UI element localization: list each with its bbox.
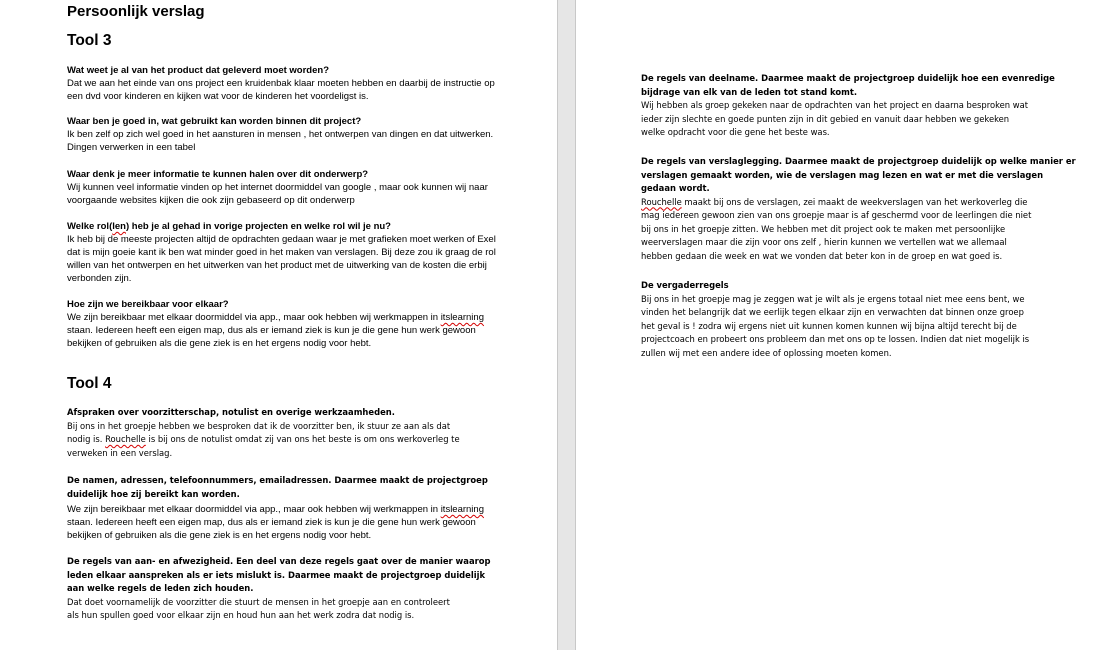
question-title: Wat weet je al van het product dat geleverd moet worden? — [67, 65, 330, 76]
answer-line: staan. Iedereen heeft een eigen map, dus als er iemand ziek is kun je die gene hun werk gewoon — [67, 325, 476, 336]
section-title: De regels van deelname. Daarmee maakt de projectgroep duidelijk hoe een evenredige — [641, 73, 1055, 83]
section-title: De regels van aan- en afwezigheid. Een deel van deze regels gaat over de manier waarop — [67, 556, 491, 566]
answer-line: willen van het ontwerpen en het uitwerken van het product met de uitwerking van de kosten die erbij — [67, 260, 487, 271]
body-line: We zijn bereikbaar met elkaar doormiddel via app., maar ook hebben wij werkmappen in itslearning — [67, 504, 484, 515]
answer-line: dat is mijn goeie kant ik ben wat minder goed in het maken van verslagen. Bij deze zou ik graag de rol — [67, 247, 496, 258]
body-line: Wij hebben als groep gekeken naar de opdrachten van het project en daarna besproken wat — [641, 100, 1029, 110]
document-page-right — [575, 0, 1104, 650]
answer-line: Ik ben zelf op zich wel goed in het aansturen in mensen , het ontwerpen van dingen en dat uitwerken. — [67, 129, 494, 140]
tool3-question-3 — [67, 168, 488, 207]
answer-line: Ik heb bij de meeste projecten altijd de opdrachten gedaan waar je met grafieken moet werken of Exel — [67, 234, 496, 245]
spellcheck-word[interactable]: Rouchelle — [105, 434, 146, 444]
body-line: staan. Iedereen heeft een eigen map, dus als er iemand ziek is kun je die gene hun werk gewoon — [67, 517, 476, 528]
body-line: ieder zijn slechte en goede punten zijn in dit gebied en vanuit daar hebben we gekeken — [641, 113, 1010, 124]
section-title: gedaan wordt. — [641, 183, 710, 193]
tool3-question-1 — [67, 64, 495, 103]
tool3-question-4 — [67, 220, 496, 285]
question-title: Waar denk je meer informatie te kunnen halen over dit onderwerp? — [67, 169, 369, 180]
section-title: verslagen gemaakt worden, wie de verslagen mag lezen en wat er met die verslagen — [641, 169, 1044, 180]
answer-line: We zijn bereikbaar met elkaar doormiddel via app., maar ook hebben wij werkmappen in itslearning — [67, 312, 484, 323]
body-line: Bij ons in het groepje mag je zeggen wat je wilt als je ergens totaal niet mee eens bent, we — [641, 293, 1025, 304]
tool3-question-5 — [67, 298, 484, 350]
question-title: Hoe zijn we bereikbaar voor elkaar? — [67, 299, 229, 310]
section-title: De vergaderregels — [641, 280, 729, 290]
body-line: nodig is. Rouchelle is bij ons de notulist omdat zij van ons het beste is om ons werkoverleg te — [67, 434, 460, 444]
section-title: bijdrage van elk van de leden tot stand komt. — [641, 86, 858, 97]
section-title: De regels van verslaglegging. Daarmee maakt de projectgroep duidelijk op welke manier er — [641, 156, 1076, 166]
body-line: weerverslagen maar die zijn voor ons zelf , hierin kunnen we vertellen wat we allemaal — [641, 237, 1007, 247]
body-line: bij ons in het groepje zitten. We hebben met dit project ook te maken met persoonlijke — [641, 223, 1006, 234]
right-section-1 — [641, 72, 1055, 140]
body-line: hebben gedaan die week en wat we vonden dat beter kon in de groep en wat goed is. — [641, 250, 1003, 261]
answer-line: verbonden zijn. — [67, 273, 132, 284]
body-line: het geval is ! zodra wij ergens niet uit kunnen komen kunnen wij bijna altijd terecht bij de — [641, 320, 1017, 331]
right-section-3 — [641, 279, 1029, 360]
spellcheck-word[interactable]: len — [112, 221, 126, 232]
tool4-section-3 — [67, 555, 490, 623]
answer-line: Wij kunnen veel informatie vinden op het internet doormiddel van google , maar ook kunnen wij naar — [67, 182, 488, 193]
body-line: als hun spullen goed voor elkaar zijn en houd hun aan het werk zodra dat nodig is. — [67, 610, 415, 620]
right-section-2 — [641, 155, 1076, 263]
answer-line: een dvd voor kinderen en kijken wat voor de kinderen het voordeligst is. — [67, 91, 369, 102]
body-line: projectcoach en probeert ons probleem dan met ons op te lossen. Indien dat niet mogelijk is — [641, 334, 1030, 344]
body-line: Bij ons in het groepje hebben we besproken dat ik de voorzitter ben, ik stuur ze aan als dat — [67, 420, 451, 431]
question-title: Welke rol(len) heb je al gehad in vorige projecten en welke rol wil je nu? — [67, 221, 391, 232]
section-title: duidelijk hoe zij bereikt kan worden. — [67, 488, 240, 499]
section-title: aan welke regels de leden zich houden. — [67, 583, 254, 593]
answer-line: Dat we aan het einde van ons project een kruidenbak klaar moeten hebben en daarbij de instructie op — [67, 78, 495, 89]
section-title: De namen, adressen, telefoonnummers, emailadressen. Daarmee maakt de projectgroep — [67, 475, 488, 485]
spellcheck-word[interactable]: Rouchelle — [641, 196, 682, 207]
body-line: bekijken of gebruiken als die gene ziek is en het ergens nodig voor hebt. — [67, 530, 372, 541]
tool3-question-2 — [67, 115, 493, 154]
spellcheck-word[interactable]: itslearning — [440, 312, 484, 323]
tool4-section-1 — [67, 406, 460, 460]
body-line: Dat doet voornamelijk de voorzitter die stuurt de mensen in het groepje aan en controleert — [67, 596, 450, 607]
spellcheck-word[interactable]: itslearning — [440, 504, 484, 515]
answer-line: voorgaande websites kijken die ook zijn gebaseerd op dit onderwerp — [67, 195, 355, 206]
answer-line: bekijken of gebruiken als die gene ziek is en het ergens nodig voor hebt. — [67, 338, 372, 349]
body-line: zullen wij met een andere idee of oplossing moeten komen. — [641, 347, 892, 358]
tool4-heading: Tool 4 — [67, 375, 112, 392]
section-title: Afspraken over voorzitterschap, notulist en overige werkzaamheden. — [67, 407, 395, 417]
body-line: mag iedereen gewoon zien van ons groepje maar is af geschermd voor de leerlingen die niet — [641, 210, 1032, 220]
body-line: vinden het belangrijk dat we eerlijk tegen elkaar zijn en verwachten dat binnen onze groep — [641, 307, 1024, 317]
tool4-section-2-body — [67, 503, 484, 542]
tool4-section-2 — [67, 474, 488, 501]
tool3-heading: Tool 3 — [67, 32, 112, 49]
section-title: leden elkaar aanspreken als er iets mislukt is. Daarmee maakt de projectgroep duidelijk — [67, 569, 486, 580]
question-title: Waar ben je goed in, wat gebruikt kan worden binnen dit project? — [67, 116, 362, 127]
answer-line: Dingen verwerken in een tabel — [67, 142, 196, 153]
document-title: Persoonlijk verslag — [67, 3, 205, 20]
body-line: verweken in een verslag. — [67, 447, 173, 458]
body-line: welke opdracht voor die gene het beste was. — [641, 127, 830, 137]
body-line: Rouchelle maakt bij ons de verslagen, zei maakt de weekverslagen van het werkoverleg die — [641, 196, 1028, 207]
